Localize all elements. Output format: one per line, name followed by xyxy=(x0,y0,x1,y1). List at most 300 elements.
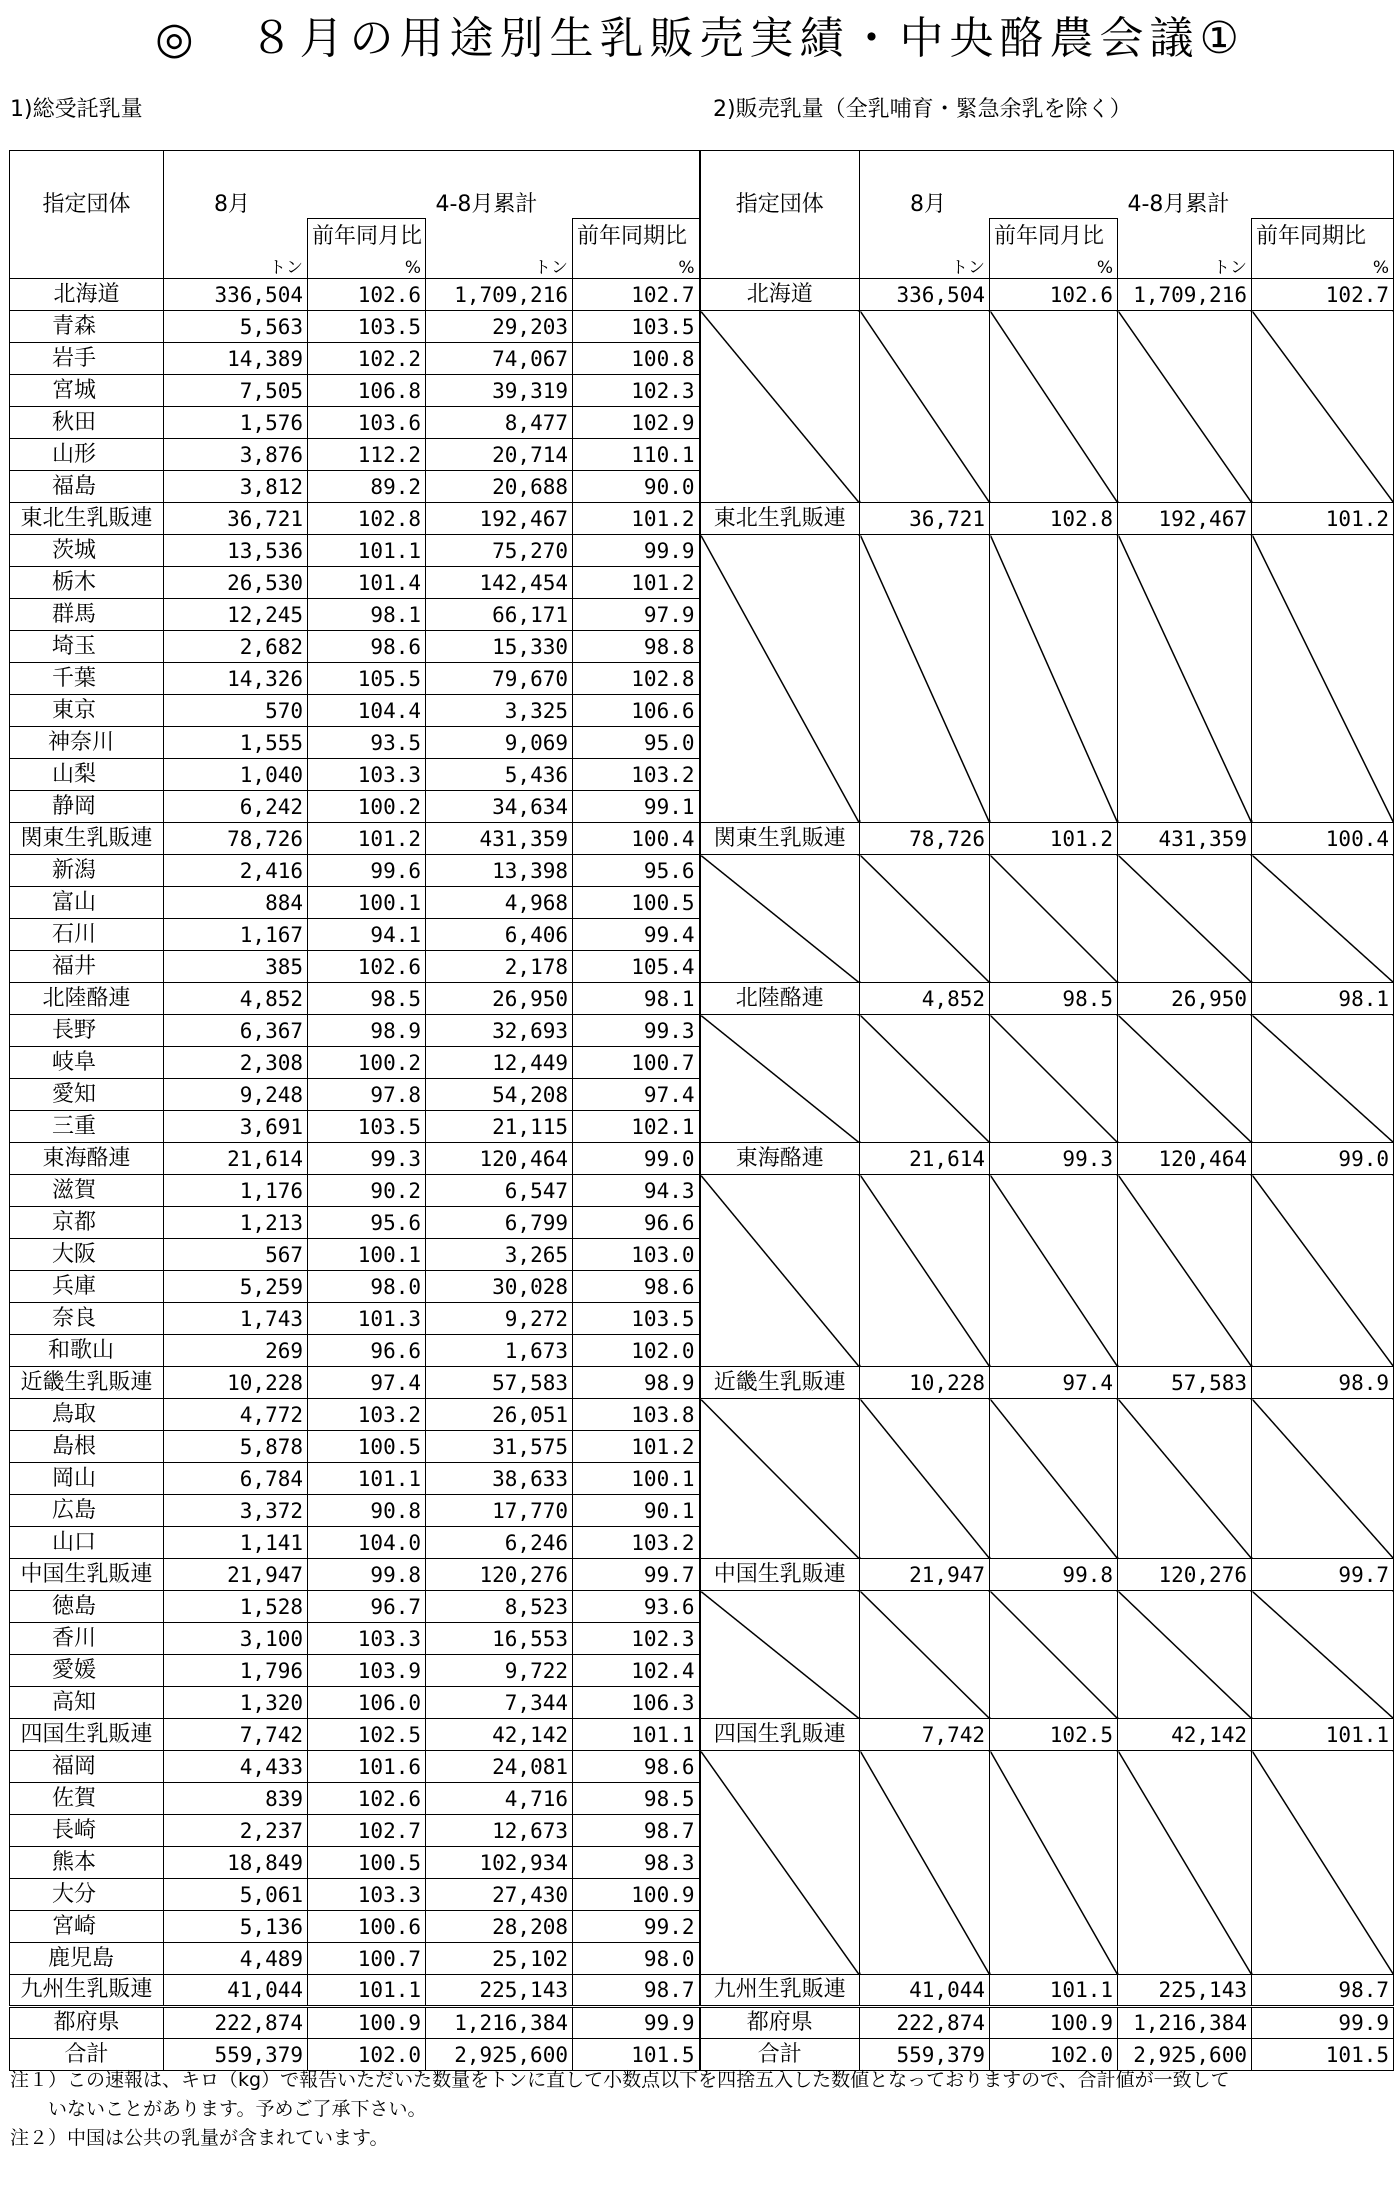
month-volume: 9,248 xyxy=(164,1079,308,1111)
row-name: 福島 xyxy=(10,471,164,503)
cumulative-volume: 1,673 xyxy=(426,1335,573,1367)
sales-row-name: 四国生乳販連 xyxy=(700,1719,860,1751)
sales-cumulative-volume: 26,950 xyxy=(1118,983,1252,1015)
cumulative-volume: 26,051 xyxy=(426,1399,573,1431)
section-label-sales-volume: 2)販売乳量（全乳哺育・緊急余乳を除く） xyxy=(713,97,1132,122)
cumulative-yoy: 98.0 xyxy=(573,1943,700,1975)
row-name: 四国生乳販連 xyxy=(10,1719,164,1751)
sales-row-name: 近畿生乳販連 xyxy=(700,1367,860,1399)
month-volume: 2,416 xyxy=(164,855,308,887)
month-volume: 884 xyxy=(164,887,308,919)
sales-cumulative-yoy: 98.7 xyxy=(1252,1975,1394,2007)
month-yoy: 90.8 xyxy=(308,1495,426,1527)
row-name: 大分 xyxy=(10,1879,164,1911)
cumulative-volume: 1,216,384 xyxy=(426,2007,573,2039)
empty-diagonal-cell xyxy=(990,535,1118,823)
sales-cumulative-yoy: 101.2 xyxy=(1252,503,1394,535)
month-volume: 1,743 xyxy=(164,1303,308,1335)
month-yoy: 100.1 xyxy=(308,1239,426,1271)
empty-diagonal-cell xyxy=(1118,855,1252,983)
cumulative-volume: 54,208 xyxy=(426,1079,573,1111)
table-row-total xyxy=(10,1975,1394,2007)
month-volume: 6,784 xyxy=(164,1463,308,1495)
cumulative-volume: 38,633 xyxy=(426,1463,573,1495)
row-name: 山梨 xyxy=(10,759,164,791)
month-yoy: 96.7 xyxy=(308,1591,426,1623)
sales-month-volume: 41,044 xyxy=(860,1975,990,2007)
cumulative-yoy: 97.9 xyxy=(573,599,700,631)
month-volume: 14,389 xyxy=(164,343,308,375)
empty-diagonal-cell xyxy=(860,1015,990,1143)
month-yoy: 100.7 xyxy=(308,1943,426,1975)
month-yoy: 98.1 xyxy=(308,599,426,631)
cumulative-yoy: 103.0 xyxy=(573,1239,700,1271)
header-yoy-month: 前年同月比 xyxy=(308,219,426,251)
empty-diagonal-cell xyxy=(1252,1591,1394,1719)
cumulative-yoy: 95.0 xyxy=(573,727,700,759)
cumulative-volume: 31,575 xyxy=(426,1431,573,1463)
header-cumulative-2: 4-8月累計 xyxy=(1118,151,1394,219)
cumulative-yoy: 100.1 xyxy=(573,1463,700,1495)
month-yoy: 100.2 xyxy=(308,1047,426,1079)
sales-cumulative-yoy: 98.9 xyxy=(1252,1367,1394,1399)
sales-month-yoy: 102.0 xyxy=(990,2039,1118,2071)
cumulative-yoy: 100.5 xyxy=(573,887,700,919)
empty-diagonal-cell xyxy=(700,1751,860,1975)
sales-month-yoy: 97.4 xyxy=(990,1367,1118,1399)
cumulative-yoy: 98.9 xyxy=(573,1367,700,1399)
month-volume: 2,682 xyxy=(164,631,308,663)
row-name: 高知 xyxy=(10,1687,164,1719)
empty-diagonal-cell xyxy=(990,855,1118,983)
sales-month-yoy: 101.2 xyxy=(990,823,1118,855)
empty-diagonal-cell xyxy=(1118,1591,1252,1719)
cumulative-yoy: 101.2 xyxy=(573,503,700,535)
row-name: 佐賀 xyxy=(10,1783,164,1815)
footnote-line: 注２）中国は公共の乳量が含まれています。 xyxy=(10,2127,389,2149)
row-name: 鳥取 xyxy=(10,1399,164,1431)
row-name: 富山 xyxy=(10,887,164,919)
table-row-total xyxy=(10,983,1394,1015)
sales-month-volume: 559,379 xyxy=(860,2039,990,2071)
row-name: 神奈川 xyxy=(10,727,164,759)
cumulative-yoy: 100.8 xyxy=(573,343,700,375)
table-row-total xyxy=(10,1719,1394,1751)
row-name: 新潟 xyxy=(10,855,164,887)
sales-cumulative-volume: 57,583 xyxy=(1118,1367,1252,1399)
month-yoy: 103.5 xyxy=(308,311,426,343)
cumulative-yoy: 103.2 xyxy=(573,1527,700,1559)
cumulative-yoy: 99.9 xyxy=(573,535,700,567)
cumulative-volume: 8,523 xyxy=(426,1591,573,1623)
sales-row-name: 北海道 xyxy=(700,279,860,311)
row-name: 熊本 xyxy=(10,1847,164,1879)
cumulative-volume: 42,142 xyxy=(426,1719,573,1751)
row-name: 合計 xyxy=(10,2039,164,2071)
cumulative-yoy: 99.3 xyxy=(573,1015,700,1047)
sales-cumulative-volume: 120,464 xyxy=(1118,1143,1252,1175)
cumulative-volume: 30,028 xyxy=(426,1271,573,1303)
cumulative-yoy: 99.0 xyxy=(573,1143,700,1175)
month-volume: 570 xyxy=(164,695,308,727)
cumulative-volume: 5,436 xyxy=(426,759,573,791)
month-yoy: 102.8 xyxy=(308,503,426,535)
row-name: 徳島 xyxy=(10,1591,164,1623)
empty-diagonal-cell xyxy=(700,1175,860,1367)
sales-month-volume: 21,947 xyxy=(860,1559,990,1591)
cumulative-volume: 9,272 xyxy=(426,1303,573,1335)
row-name: 和歌山 xyxy=(10,1335,164,1367)
empty-diagonal-cell xyxy=(990,1751,1118,1975)
sales-cumulative-yoy: 98.1 xyxy=(1252,983,1394,1015)
sales-month-volume: 21,614 xyxy=(860,1143,990,1175)
cumulative-yoy: 100.9 xyxy=(573,1879,700,1911)
cumulative-volume: 17,770 xyxy=(426,1495,573,1527)
sales-month-yoy: 101.1 xyxy=(990,1975,1118,2007)
month-volume: 5,259 xyxy=(164,1271,308,1303)
cumulative-volume: 6,547 xyxy=(426,1175,573,1207)
page-title: ◎ ８月の用途別生乳販売実績・中央酪農会議① xyxy=(155,13,1245,64)
row-name: 長野 xyxy=(10,1015,164,1047)
cumulative-yoy: 102.3 xyxy=(573,375,700,407)
sales-cumulative-yoy: 99.9 xyxy=(1252,2007,1394,2039)
cumulative-yoy: 101.5 xyxy=(573,2039,700,2071)
empty-diagonal-cell xyxy=(700,1399,860,1559)
unit-pct: % xyxy=(308,251,426,279)
cumulative-yoy: 96.6 xyxy=(573,1207,700,1239)
table-row-total xyxy=(10,279,1394,311)
cumulative-volume: 120,276 xyxy=(426,1559,573,1591)
empty-diagonal-cell xyxy=(1252,1175,1394,1367)
cumulative-yoy: 98.3 xyxy=(573,1847,700,1879)
month-volume: 36,721 xyxy=(164,503,308,535)
row-name: 岩手 xyxy=(10,343,164,375)
month-volume: 2,308 xyxy=(164,1047,308,1079)
month-volume: 78,726 xyxy=(164,823,308,855)
cumulative-yoy: 90.1 xyxy=(573,1495,700,1527)
cumulative-volume: 3,325 xyxy=(426,695,573,727)
month-yoy: 94.1 xyxy=(308,919,426,951)
row-name: 福井 xyxy=(10,951,164,983)
unit-ton: トン xyxy=(164,251,308,279)
cumulative-yoy: 100.4 xyxy=(573,823,700,855)
footnote-line: いないことがあります。予めご了承下さい。 xyxy=(10,2098,427,2120)
unit-pct: % xyxy=(1252,251,1394,279)
cumulative-yoy: 101.2 xyxy=(573,567,700,599)
cumulative-yoy: 103.8 xyxy=(573,1399,700,1431)
row-name: 中国生乳販連 xyxy=(10,1559,164,1591)
month-yoy: 101.4 xyxy=(308,567,426,599)
cumulative-yoy: 106.3 xyxy=(573,1687,700,1719)
row-name: 秋田 xyxy=(10,407,164,439)
empty-diagonal-cell xyxy=(1252,855,1394,983)
month-yoy: 103.6 xyxy=(308,407,426,439)
cumulative-yoy: 102.0 xyxy=(573,1335,700,1367)
month-volume: 1,555 xyxy=(164,727,308,759)
month-yoy: 98.6 xyxy=(308,631,426,663)
table-row xyxy=(10,1015,1394,1047)
sales-row-name: 中国生乳販連 xyxy=(700,1559,860,1591)
cumulative-volume: 431,359 xyxy=(426,823,573,855)
month-volume: 1,320 xyxy=(164,1687,308,1719)
month-yoy: 99.6 xyxy=(308,855,426,887)
row-name: 広島 xyxy=(10,1495,164,1527)
cumulative-yoy: 103.2 xyxy=(573,759,700,791)
cumulative-volume: 21,115 xyxy=(426,1111,573,1143)
cumulative-yoy: 98.6 xyxy=(573,1751,700,1783)
sales-cumulative-volume: 1,709,216 xyxy=(1118,279,1252,311)
sales-row-name: 九州生乳販連 xyxy=(700,1975,860,2007)
month-volume: 3,876 xyxy=(164,439,308,471)
table-row-total xyxy=(10,2007,1394,2039)
sales-row-name: 東北生乳販連 xyxy=(700,503,860,535)
month-yoy: 102.5 xyxy=(308,1719,426,1751)
empty-diagonal-cell xyxy=(1252,1015,1394,1143)
cumulative-volume: 20,714 xyxy=(426,439,573,471)
row-name: 茨城 xyxy=(10,535,164,567)
month-volume: 3,372 xyxy=(164,1495,308,1527)
cumulative-volume: 4,716 xyxy=(426,1783,573,1815)
sales-row-name: 東海酪連 xyxy=(700,1143,860,1175)
empty-diagonal-cell xyxy=(1118,1751,1252,1975)
table-row-total xyxy=(10,1559,1394,1591)
sales-cumulative-yoy: 101.1 xyxy=(1252,1719,1394,1751)
month-yoy: 104.4 xyxy=(308,695,426,727)
month-yoy: 102.7 xyxy=(308,1815,426,1847)
month-yoy: 103.3 xyxy=(308,759,426,791)
sales-month-volume: 78,726 xyxy=(860,823,990,855)
row-name: 九州生乳販連 xyxy=(10,1975,164,2007)
cumulative-yoy: 103.5 xyxy=(573,311,700,343)
cumulative-yoy: 102.4 xyxy=(573,1655,700,1687)
month-yoy: 95.6 xyxy=(308,1207,426,1239)
row-name: 関東生乳販連 xyxy=(10,823,164,855)
month-volume: 1,213 xyxy=(164,1207,308,1239)
cumulative-yoy: 98.7 xyxy=(573,1815,700,1847)
cumulative-volume: 32,693 xyxy=(426,1015,573,1047)
row-name: 香川 xyxy=(10,1623,164,1655)
month-yoy: 101.2 xyxy=(308,823,426,855)
month-yoy: 101.1 xyxy=(308,535,426,567)
month-yoy: 104.0 xyxy=(308,1527,426,1559)
row-name: 鹿児島 xyxy=(10,1943,164,1975)
month-yoy: 101.1 xyxy=(308,1975,426,2007)
month-yoy: 103.2 xyxy=(308,1399,426,1431)
month-yoy: 97.4 xyxy=(308,1367,426,1399)
table-row xyxy=(10,1175,1394,1207)
sales-cumulative-yoy: 101.5 xyxy=(1252,2039,1394,2071)
empty-diagonal-cell xyxy=(1118,1399,1252,1559)
month-yoy: 100.2 xyxy=(308,791,426,823)
month-volume: 336,504 xyxy=(164,279,308,311)
month-volume: 13,536 xyxy=(164,535,308,567)
month-volume: 5,878 xyxy=(164,1431,308,1463)
row-name: 千葉 xyxy=(10,663,164,695)
month-volume: 4,852 xyxy=(164,983,308,1015)
row-name: 山形 xyxy=(10,439,164,471)
month-volume: 1,796 xyxy=(164,1655,308,1687)
cumulative-volume: 74,067 xyxy=(426,343,573,375)
empty-diagonal-cell xyxy=(990,1015,1118,1143)
month-yoy: 103.3 xyxy=(308,1879,426,1911)
row-name: 宮崎 xyxy=(10,1911,164,1943)
cumulative-yoy: 102.3 xyxy=(573,1623,700,1655)
empty-diagonal-cell xyxy=(1118,1175,1252,1367)
month-yoy: 106.0 xyxy=(308,1687,426,1719)
sales-cumulative-yoy: 102.7 xyxy=(1252,279,1394,311)
section-label-total-consigned: 1)総受託乳量 xyxy=(10,97,143,122)
empty-diagonal-cell xyxy=(700,855,860,983)
cumulative-yoy: 102.7 xyxy=(573,279,700,311)
cumulative-volume: 192,467 xyxy=(426,503,573,535)
cumulative-volume: 8,477 xyxy=(426,407,573,439)
cumulative-volume: 142,454 xyxy=(426,567,573,599)
cumulative-yoy: 102.8 xyxy=(573,663,700,695)
cumulative-yoy: 90.0 xyxy=(573,471,700,503)
empty-diagonal-cell xyxy=(1118,1015,1252,1143)
month-yoy: 100.1 xyxy=(308,887,426,919)
month-yoy: 102.2 xyxy=(308,343,426,375)
empty-diagonal-cell xyxy=(1252,1399,1394,1559)
month-yoy: 106.8 xyxy=(308,375,426,407)
row-name: 東北生乳販連 xyxy=(10,503,164,535)
month-yoy: 103.9 xyxy=(308,1655,426,1687)
month-volume: 1,040 xyxy=(164,759,308,791)
row-name: 栃木 xyxy=(10,567,164,599)
cumulative-yoy: 106.6 xyxy=(573,695,700,727)
cumulative-yoy: 94.3 xyxy=(573,1175,700,1207)
cumulative-volume: 24,081 xyxy=(426,1751,573,1783)
month-yoy: 99.8 xyxy=(308,1559,426,1591)
month-volume: 3,812 xyxy=(164,471,308,503)
sales-cumulative-volume: 120,276 xyxy=(1118,1559,1252,1591)
row-name: 群馬 xyxy=(10,599,164,631)
sales-cumulative-volume: 225,143 xyxy=(1118,1975,1252,2007)
cumulative-volume: 6,799 xyxy=(426,1207,573,1239)
empty-diagonal-cell xyxy=(990,1175,1118,1367)
empty-diagonal-cell xyxy=(700,535,860,823)
unit-ton: トン xyxy=(426,251,573,279)
month-volume: 839 xyxy=(164,1783,308,1815)
cumulative-yoy: 98.8 xyxy=(573,631,700,663)
row-name: 島根 xyxy=(10,1431,164,1463)
header-month: 8月 xyxy=(164,151,426,219)
sales-month-yoy: 102.8 xyxy=(990,503,1118,535)
month-yoy: 99.3 xyxy=(308,1143,426,1175)
cumulative-volume: 102,934 xyxy=(426,1847,573,1879)
row-name: 三重 xyxy=(10,1111,164,1143)
month-volume: 3,100 xyxy=(164,1623,308,1655)
sales-month-yoy: 98.5 xyxy=(990,983,1118,1015)
row-name: 近畿生乳販連 xyxy=(10,1367,164,1399)
month-volume: 1,528 xyxy=(164,1591,308,1623)
month-yoy: 102.6 xyxy=(308,951,426,983)
cumulative-volume: 39,319 xyxy=(426,375,573,407)
empty-diagonal-cell xyxy=(1118,311,1252,503)
sales-month-yoy: 102.6 xyxy=(990,279,1118,311)
cumulative-volume: 12,449 xyxy=(426,1047,573,1079)
row-name: 山口 xyxy=(10,1527,164,1559)
month-volume: 6,367 xyxy=(164,1015,308,1047)
cumulative-volume: 20,688 xyxy=(426,471,573,503)
sales-cumulative-volume: 1,216,384 xyxy=(1118,2007,1252,2039)
sales-month-yoy: 99.3 xyxy=(990,1143,1118,1175)
empty-diagonal-cell xyxy=(1252,535,1394,823)
cumulative-yoy: 97.4 xyxy=(573,1079,700,1111)
unit-ton: トン xyxy=(1118,251,1252,279)
row-name: 滋賀 xyxy=(10,1175,164,1207)
sales-cumulative-volume: 192,467 xyxy=(1118,503,1252,535)
cumulative-yoy: 110.1 xyxy=(573,439,700,471)
header-cumulative: 4-8月累計 xyxy=(426,151,700,219)
unit-pct: % xyxy=(573,251,700,279)
month-yoy: 100.5 xyxy=(308,1431,426,1463)
month-yoy: 96.6 xyxy=(308,1335,426,1367)
cumulative-volume: 120,464 xyxy=(426,1143,573,1175)
row-name: 奈良 xyxy=(10,1303,164,1335)
month-yoy: 93.5 xyxy=(308,727,426,759)
table-body xyxy=(10,279,1394,2071)
cumulative-volume: 13,398 xyxy=(426,855,573,887)
header-org-2: 指定団体 xyxy=(700,151,860,279)
header-yoy-month-2: 前年同月比 xyxy=(990,219,1118,251)
month-yoy: 98.9 xyxy=(308,1015,426,1047)
row-name: 岐阜 xyxy=(10,1047,164,1079)
footnotes xyxy=(10,2066,1390,2153)
header-yoy-period-2: 前年同期比 xyxy=(1252,219,1394,251)
sales-month-yoy: 100.9 xyxy=(990,2007,1118,2039)
table-row-total xyxy=(10,1367,1394,1399)
cumulative-volume: 4,968 xyxy=(426,887,573,919)
month-volume: 7,742 xyxy=(164,1719,308,1751)
month-yoy: 100.5 xyxy=(308,1847,426,1879)
empty-diagonal-cell xyxy=(860,1399,990,1559)
cumulative-yoy: 99.4 xyxy=(573,919,700,951)
empty-diagonal-cell xyxy=(990,1591,1118,1719)
sales-table xyxy=(9,150,1394,2071)
month-yoy: 102.6 xyxy=(308,1783,426,1815)
cumulative-yoy: 102.1 xyxy=(573,1111,700,1143)
empty-diagonal-cell xyxy=(860,535,990,823)
month-yoy: 112.2 xyxy=(308,439,426,471)
row-name: 静岡 xyxy=(10,791,164,823)
row-name: 長崎 xyxy=(10,1815,164,1847)
cumulative-yoy: 99.9 xyxy=(573,2007,700,2039)
sales-month-yoy: 99.8 xyxy=(990,1559,1118,1591)
month-volume: 21,614 xyxy=(164,1143,308,1175)
cumulative-yoy: 101.1 xyxy=(573,1719,700,1751)
cumulative-yoy: 105.4 xyxy=(573,951,700,983)
cumulative-volume: 6,406 xyxy=(426,919,573,951)
cumulative-volume: 75,270 xyxy=(426,535,573,567)
cumulative-yoy: 95.6 xyxy=(573,855,700,887)
empty-diagonal-cell xyxy=(700,1015,860,1143)
cumulative-volume: 16,553 xyxy=(426,1623,573,1655)
month-volume: 4,772 xyxy=(164,1399,308,1431)
month-yoy: 102.0 xyxy=(308,2039,426,2071)
cumulative-volume: 29,203 xyxy=(426,311,573,343)
month-yoy: 98.5 xyxy=(308,983,426,1015)
cumulative-volume: 28,208 xyxy=(426,1911,573,1943)
sales-month-volume: 222,874 xyxy=(860,2007,990,2039)
month-volume: 4,489 xyxy=(164,1943,308,1975)
month-volume: 21,947 xyxy=(164,1559,308,1591)
row-name: 愛知 xyxy=(10,1079,164,1111)
cumulative-yoy: 98.6 xyxy=(573,1271,700,1303)
month-volume: 1,176 xyxy=(164,1175,308,1207)
cumulative-volume: 34,634 xyxy=(426,791,573,823)
sales-month-volume: 7,742 xyxy=(860,1719,990,1751)
